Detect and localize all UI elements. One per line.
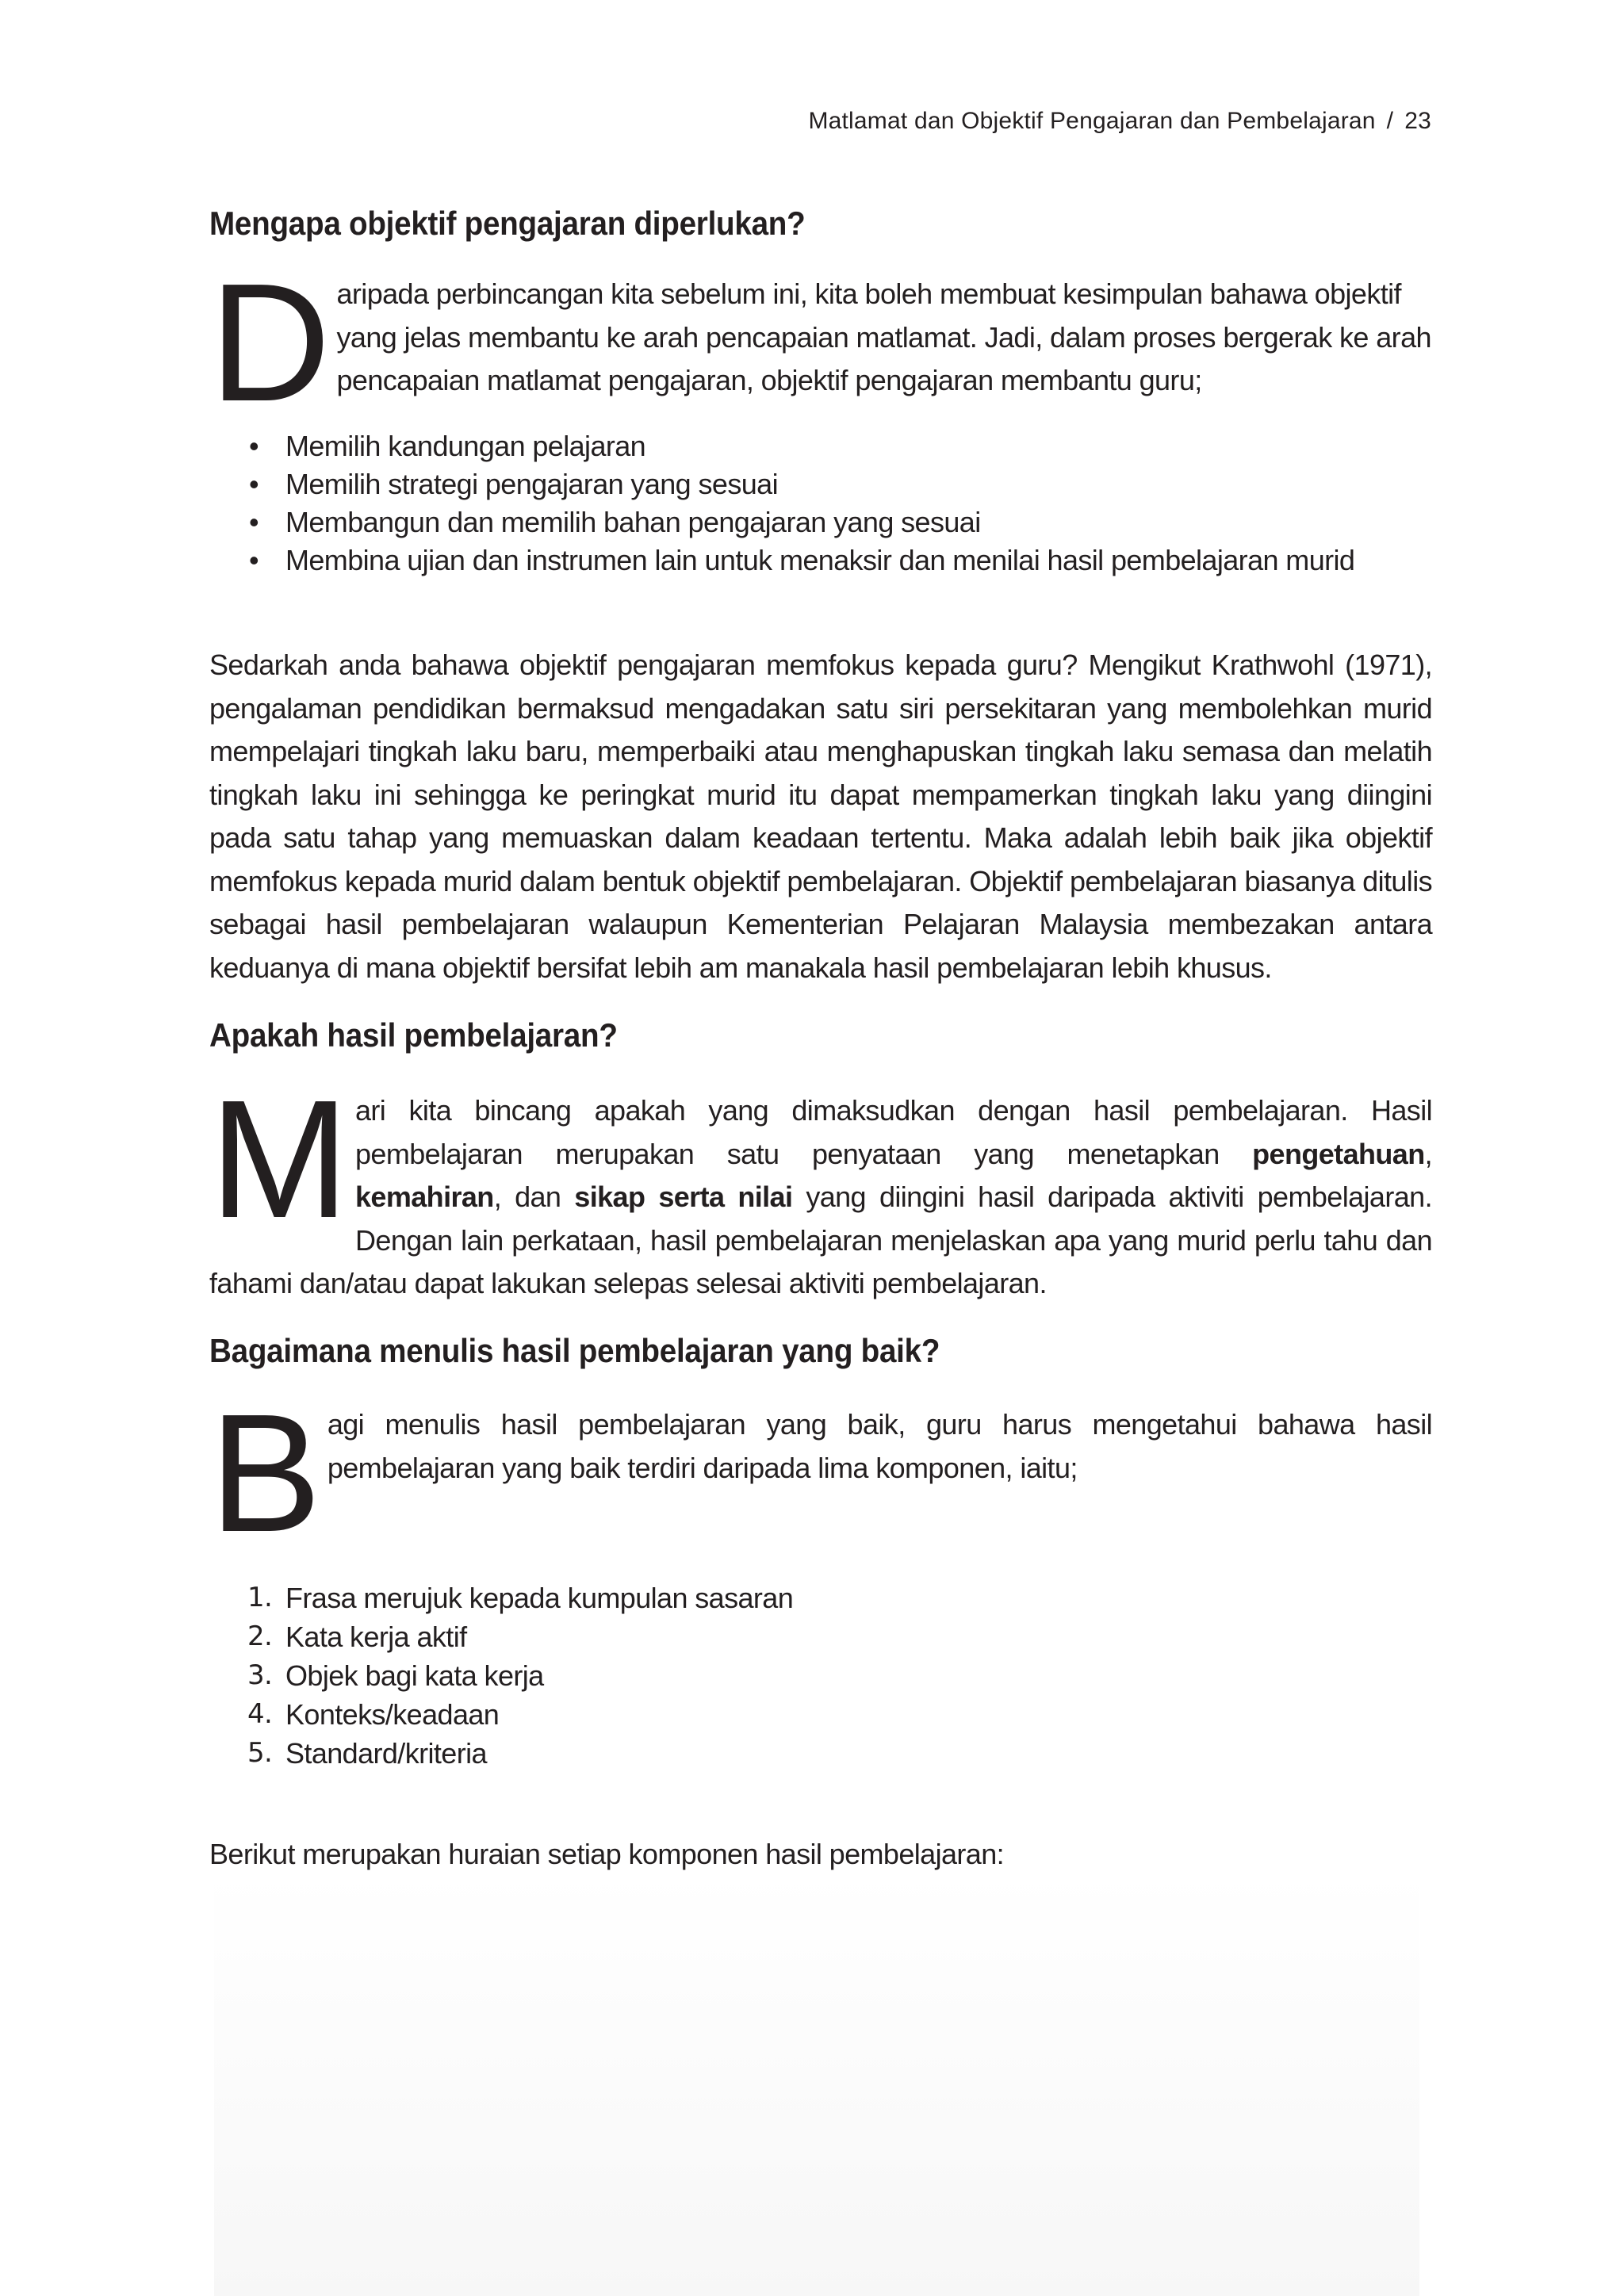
bold-sikap-serta-nilai: sikap serta nilai xyxy=(574,1181,793,1213)
running-header xyxy=(808,108,1431,135)
list-item: • Memilih strategi pengajaran yang sesuai xyxy=(209,465,1432,503)
drop-cap-m: M xyxy=(209,1065,349,1253)
section-heading-menulis: Bagaimana menulis hasil pembelajaran yang baik? xyxy=(209,1332,940,1369)
bullet-icon: • xyxy=(249,506,259,538)
drop-cap-b: B xyxy=(209,1379,321,1567)
running-title: Matlamat dan Objektif Pengajaran dan Pembelajaran xyxy=(808,108,1376,134)
page-shading xyxy=(214,1871,1419,2296)
section-heading-objektif: Mengapa objektif pengajaran diperlukan? xyxy=(209,205,806,242)
closing-sentence: Berikut merupakan huraian setiap komponen hasil pembelajaran: xyxy=(209,1838,1005,1870)
list-item: 4. Konteks/keadaan xyxy=(247,1698,500,1731)
section3-intro: Bagi menulis hasil pembelajaran yang baik, guru harus mengetahui bahawa hasil pembelajaran yang baik terdiri daripada lima komponen, iaitu; xyxy=(209,1379,1432,1567)
list-item: • Membina ujian dan instrumen lain untuk menaksir dan menilai hasil pembelajaran murid xyxy=(209,541,1432,580)
list-item: • Membangun dan memilih bahan pengajaran yang sesuai xyxy=(209,503,1432,541)
list-item: 3. Objek bagi kata kerja xyxy=(247,1659,544,1692)
bold-kemahiran: kemahiran xyxy=(355,1181,494,1213)
components-list xyxy=(209,1578,1432,1773)
section-heading-hasil: Apakah hasil pembelajaran? xyxy=(209,1016,618,1054)
header-separator: / xyxy=(1386,108,1394,134)
list-item: 5. Standard/kriteria xyxy=(247,1737,487,1770)
section2-paragraph: Mari kita bincang apakah yang dimaksudkan dengan hasil pembelajaran. Hasil pembelajaran merupakan satu penyataan yang menetapkan pengetahuan, kemahiran, dan sikap serta nilai yang diingini hasil daripada aktiviti pembelajaran. Dengan lain perkataan, hasil pembelajaran menjelaskan apa yang murid perlu tahu dan fahami dan/atau dapat lakukan selepas selesai aktiviti pembelajaran. xyxy=(209,1065,1432,1299)
section1-intro xyxy=(209,248,1432,436)
bullet-icon: • xyxy=(249,430,259,462)
list-item: 2. Kata kerja aktif xyxy=(247,1621,467,1653)
intro-line: aripada perbincangan kita sebelum ini, kita boleh membuat kesimpulan bahawa objektif xyxy=(336,277,1401,310)
bullet-icon: • xyxy=(249,468,259,500)
list-item: 1. Frasa merujuk kepada kumpulan sasaran xyxy=(247,1582,794,1614)
intro-line: yang jelas membantu ke arah pencapaian matlamat. Jadi, dalam proses bergerak ke arah xyxy=(336,320,1431,354)
page-number: 23 xyxy=(1404,108,1431,134)
krathwohl-paragraph: Sedarkah anda bahawa objektif pengajaran memfokus kepada guru? Mengikut Krathwohl (1971), pengalaman pendidikan bermaksud mengadakan satu siri persekitaran yang membolehkan murid mempelajari tingkah laku baru, memperbaiki atau menghapuskan tingkah laku semasa dan melatih tingkah laku ini sehingga ke peringkat murid itu dapat mempamerkan tingkah laku yang diingini pada satu tahap yang memuaskan dalam keadaan tertentu. Maka adalah lebih baik jika objektif memfokus kepada murid dalam bentuk objektif pembelajaran. Objektif pembelajaran biasanya ditulis sebagai hasil pembelajaran walaupun Kementerian Pelajaran Malaysia membezakan antara keduanya di mana objektif bersifat lebih am manakala hasil pembelajaran lebih khusus. xyxy=(209,649,1432,984)
list-item: • Memilih kandungan pelajaran xyxy=(209,427,1432,465)
bullet-icon: • xyxy=(249,544,259,576)
intro-line: pencapaian matlamat pengajaran, objektif pengajaran membantu guru; xyxy=(336,364,1202,396)
bold-pengetahuan: pengetahuan xyxy=(1252,1137,1425,1170)
drop-cap-d: D xyxy=(209,248,331,436)
teacher-benefits-list xyxy=(209,427,1432,580)
